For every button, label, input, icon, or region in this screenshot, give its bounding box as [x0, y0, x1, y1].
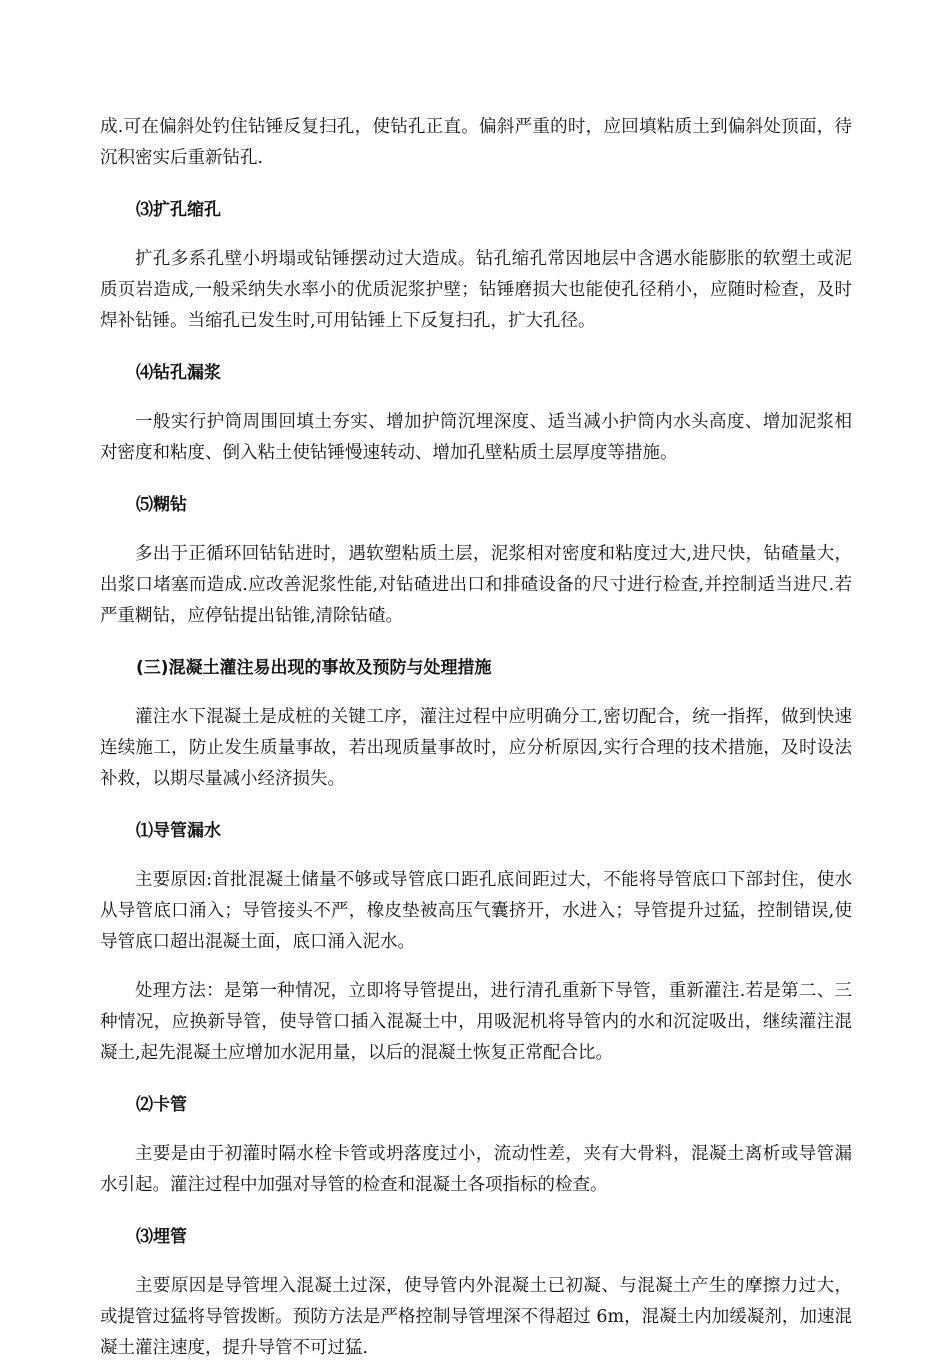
heading-conduit-leak: ⑴导管漏水: [136, 821, 221, 841]
heading-reaming-shrinking: ⑶扩孔缩孔: [136, 200, 221, 220]
paragraph-concrete-pouring-intro: 灌注水下混凝土是成桩的关键工序，灌注过程中应明确分工,密切配合，统一指挥，做到快速连续施工，防止发生质量事故，若出现质量事故时，应分析原因,实行合理的技术措施，及时设法补救，以期尽量减小经济损失。: [100, 707, 852, 789]
paragraph-slurry-leak: 一般实行护筒周围回填土夯实、增加护筒沉埋深度、适当减小护筒内水头高度、增加泥浆相对密度和粘度、倒入粘土使钻锤慢速转动、增加孔壁粘质土层厚度等措施。: [100, 412, 852, 463]
paragraph-buried-pipe: 主要原因是导管埋入混凝土过深，使导管内外混凝土已初凝、与混凝土产生的摩擦力过大，或提管过猛将导管拨断。预防方法是严格控制导管埋深不得超过 6m，混凝土内加缓凝剂，加速混凝土灌注速度，提升导管不可过猛.: [100, 1276, 852, 1358]
section-heading-concrete-pouring: (三)混凝土灌注易出现的事故及预防与处理措施: [136, 658, 492, 678]
paragraph-conduit-leak-causes: 主要原因:首批混凝土储量不够或导管底口距孔底间距过大，不能将导管底口下部封住，使水从导管底口涌入；导管接头不严，橡皮垫被高压气囊挤开，水进入；导管提升过猛，控制错误,使导管底口超出混凝土面，底口涌入泥水。: [100, 870, 852, 952]
paragraph-bit-clogging: 多出于正循环回钻钻进时，遇软塑粘质土层，泥浆相对密度和粘度过大,进尺快，钻碴量大，出浆口堵塞而造成.应改善泥浆性能,对钻碴进出口和排碴设备的尺寸进行检查,并控制适当进尺.若严重糊钻，应停钻提出钻锥,清除钻碴。: [100, 544, 852, 626]
heading-bit-clogging: ⑸糊钻: [136, 495, 187, 515]
document-page: [100, 112, 852, 1364]
heading-slurry-leak: ⑷钻孔漏浆: [136, 363, 221, 383]
paragraph-reaming-shrinking: 扩孔多系孔壁小坍塌或钻锤摆动过大造成。钻孔缩孔常因地层中含遇水能膨胀的软塑土或泥质页岩造成,一般采纳失水率小的优质泥浆护壁；钻锤磨损大也能使孔径稍小，应随时检查，及时焊补钻锤。当缩孔已发生时,可用钻锤上下反复扫孔，扩大孔径。: [100, 249, 852, 331]
heading-buried-pipe: ⑶埋管: [136, 1227, 187, 1247]
paragraph-deviation-fix: 成.可在偏斜处钓住钻锤反复扫孔，使钻孔正直。偏斜严重的时，应回填粘质土到偏斜处顶面，待沉积密实后重新钻孔.: [100, 117, 852, 168]
paragraph-conduit-leak-treatment: 处理方法：是第一种情况，立即将导管提出，进行清孔重新下导管，重新灌注.若是第二、三种情况，应换新导管，使导管口插入混凝土中，用吸泥机将导管内的水和沉淀吸出，继续灌注混凝土,起先混凝土应增加水泥用量，以后的混凝土恢复正常配合比。: [100, 981, 852, 1063]
paragraph-pipe-jam: 主要是由于初灌时隔水栓卡管或坍落度过小，流动性差，夹有大骨料，混凝土离析或导管漏水引起。灌注过程中加强对导管的检查和混凝土各项指标的检查。: [100, 1144, 852, 1195]
heading-pipe-jam: ⑵卡管: [136, 1095, 187, 1115]
